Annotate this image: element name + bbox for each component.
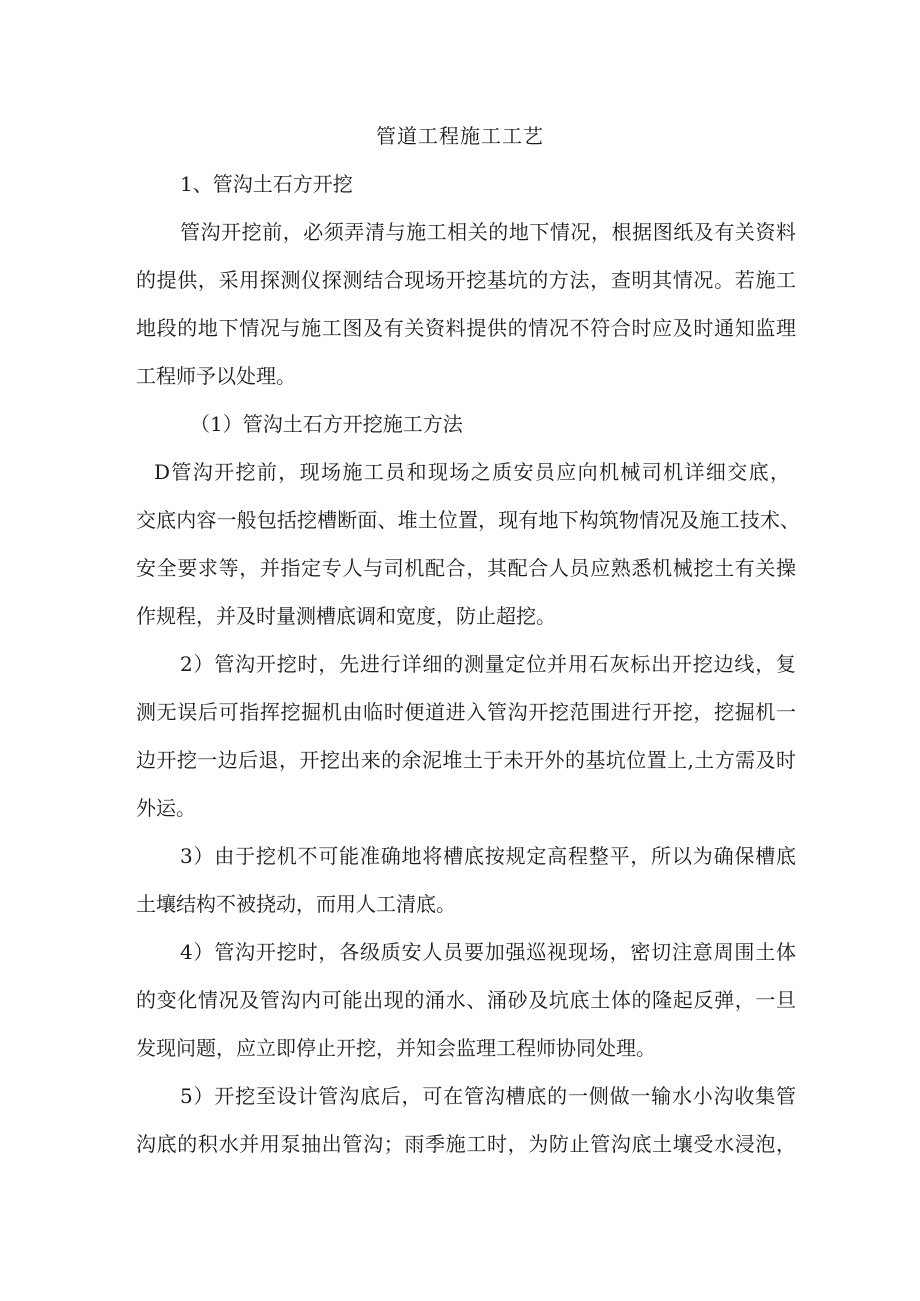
subsection-heading: （1）管沟土石方开挖施工方法 [190,412,463,436]
paragraph-line: 土壤结构不被挠动，而用人工清底。 [136,892,456,916]
document-title: 管道工程施工工艺 [376,124,544,148]
paragraph-line: 外运。 [136,796,196,820]
paragraph-line: 地段的地下情况与施工图及有关资料提供的情况不符合时应及时通知监理 [136,316,796,340]
paragraph-line: 5）开挖至设计管沟底后，可在管沟槽底的一侧做一输水小沟收集管 [180,1084,796,1108]
paragraph-line: 交底内容一般包括挖槽断面、堆土位置，现有地下构筑物情况及施工技术、 [136,508,800,532]
paragraph-line: 安全要求等，并指定专人与司机配合，其配合人员应熟悉机械挖土有关操 [136,556,796,580]
paragraph-line: 发现问题，应立即停止开挖，并知会监理工程师协同处理。 [136,1036,656,1060]
paragraph-line: 的变化情况及管沟内可能出现的涌水、涌砂及坑底土体的隆起反弹，一旦 [136,988,796,1012]
paragraph-line: 3）由于挖机不可能准确地将槽底按规定高程整平，所以为确保槽底 [180,844,796,868]
paragraph-line: D管沟开挖前，现场施工员和现场之质安员应向机械司机详细交底， [154,460,790,484]
paragraph-line: 管沟开挖前，必须弄清与施工相关的地下情况，根据图纸及有关资料 [180,220,796,244]
paragraph-line: 沟底的积水并用泵抽出管沟；雨季施工时，为防止管沟底土壤受水浸泡， [136,1132,796,1156]
section-heading: 1、管沟土石方开挖 [180,172,353,196]
paragraph-line: 作规程，并及时量测槽底调和宽度，防止超挖。 [136,604,556,628]
paragraph-line: 测无误后可指挥挖掘机由临时便道进入管沟开挖范围进行开挖，挖掘机一 [136,700,796,724]
paragraph-line: 4）管沟开挖时，各级质安人员要加强巡视现场，密切注意周围土体 [180,940,796,964]
paragraph-line: 的提供，采用探测仪探测结合现场开挖基坑的方法，查明其情况。若施工 [136,268,796,292]
paragraph-line: 2）管沟开挖时，先进行详细的测量定位并用石灰标出开挖边线，复 [180,652,796,676]
paragraph-line: 边开挖一边后退，开挖出来的余泥堆土于未开外的基坑位置上,土方需及时 [136,748,796,772]
paragraph-line: 工程师予以处理。 [136,364,296,388]
